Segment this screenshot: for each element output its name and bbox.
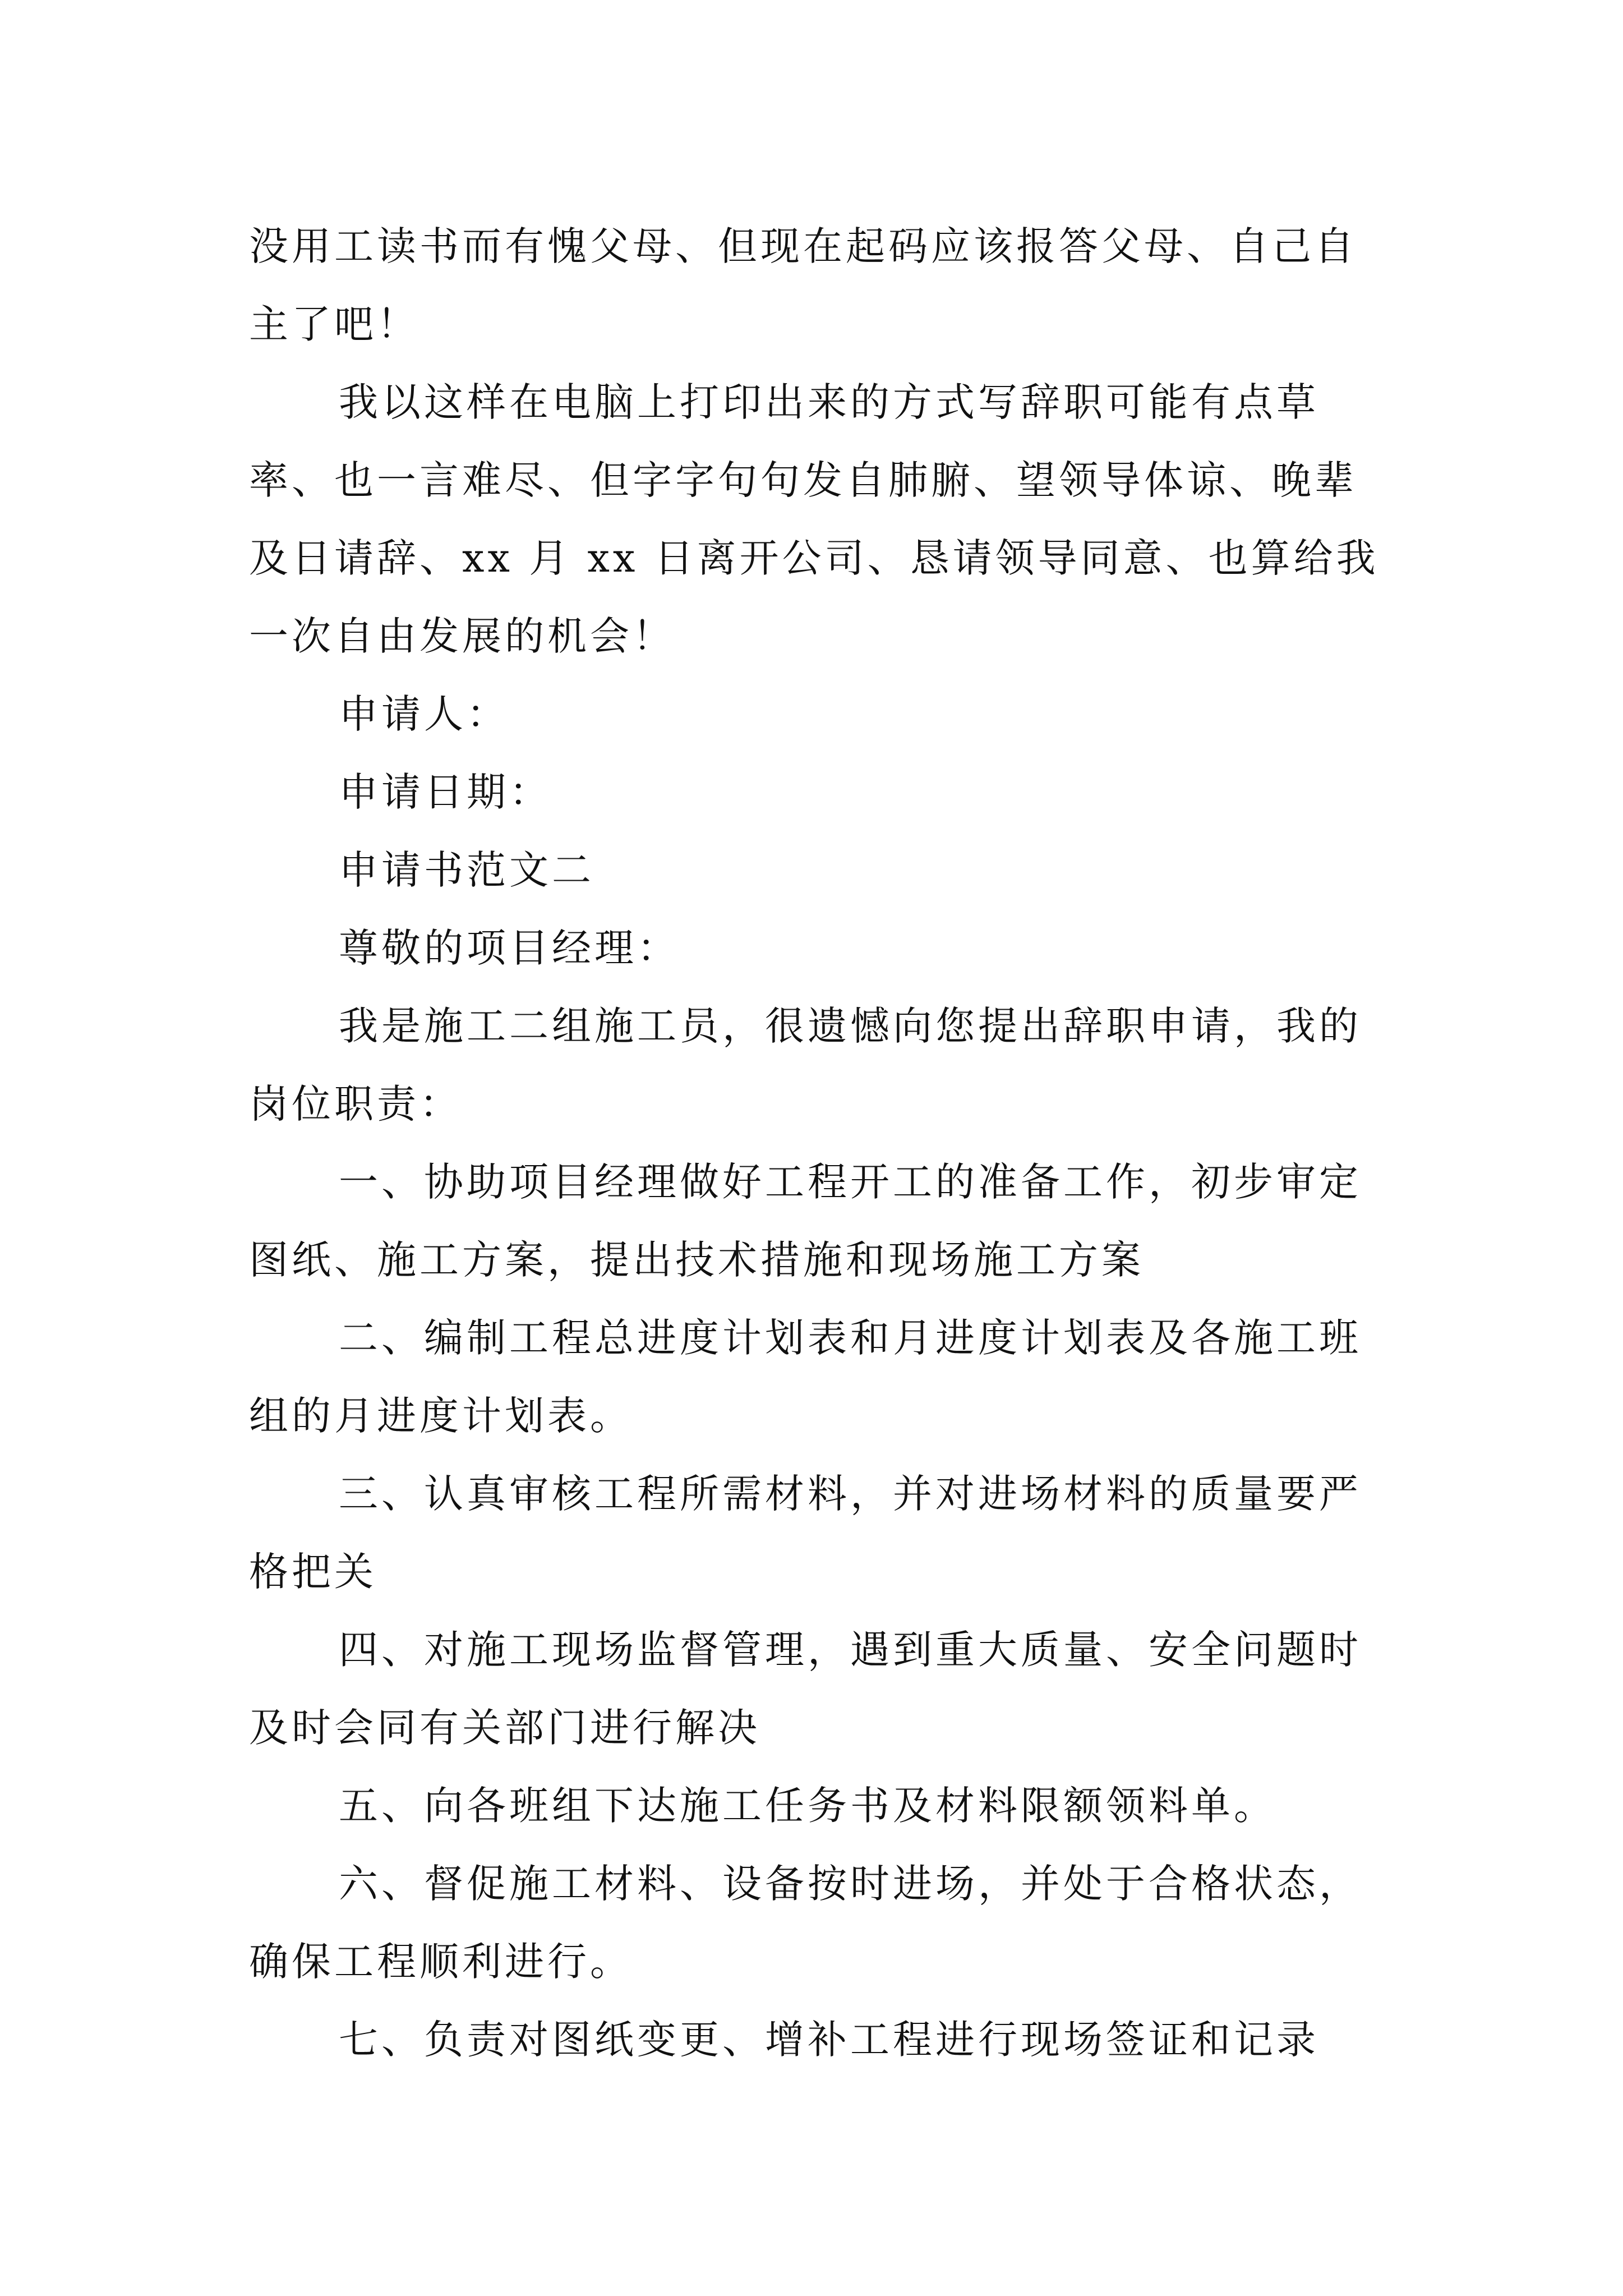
text-line: 及时会同有关部门进行解决 bbox=[249, 1705, 760, 1751]
text-line: 我是施工二组施工员，很遗憾向您提出辞职申请，我的 bbox=[339, 1003, 1362, 1049]
salutation: 尊敬的项目经理： bbox=[339, 925, 680, 971]
list-item: 二、编制工程总进度计划表和月进度计划表及各施工班 bbox=[339, 1315, 1362, 1361]
text-line: 组的月进度计划表。 bbox=[249, 1393, 633, 1439]
list-item: 一、协助项目经理做好工程开工的准备工作，初步审定 bbox=[339, 1159, 1362, 1205]
text-line: 确保工程顺利进行。 bbox=[249, 1939, 633, 1985]
list-item: 三、认真审核工程所需材料，并对进场材料的质量要严 bbox=[339, 1471, 1362, 1517]
applicant-label: 申请人： bbox=[339, 691, 509, 737]
list-item: 四、对施工现场监督管理，遇到重大质量、安全问题时 bbox=[339, 1627, 1362, 1673]
text-line: 一次自由发展的机会！ bbox=[249, 613, 675, 659]
text-line: 图纸、施工方案，提出技术措施和现场施工方案 bbox=[249, 1237, 1144, 1283]
text-line: 没用工读书而有愧父母、但现在起码应该报答父母、自己自 bbox=[249, 223, 1357, 269]
text-line: 岗位职责： bbox=[249, 1081, 462, 1127]
text-line: 率、也一言难尽、但字字句句发自肺腑、望领导体谅、晚辈 bbox=[249, 457, 1357, 503]
list-item: 五、向各班组下达施工任务书及材料限额领料单。 bbox=[339, 1783, 1276, 1829]
document-body bbox=[249, 208, 1387, 2079]
list-item: 七、负责对图纸变更、增补工程进行现场签证和记录 bbox=[339, 2017, 1319, 2063]
section-heading: 申请书范文二 bbox=[339, 847, 594, 893]
list-item: 六、督促施工材料、设备按时进场，并处于合格状态， bbox=[339, 1861, 1362, 1907]
text-line: 主了吧！ bbox=[249, 301, 419, 347]
text-line: 我以这样在电脑上打印出来的方式写辞职可能有点草 bbox=[339, 379, 1319, 425]
application-date-label: 申请日期： bbox=[339, 769, 552, 815]
text-line: 及日请辞、xx 月 xx 日离开公司、恳请领导同意、也算给我 bbox=[249, 535, 1379, 581]
text-line: 格把关 bbox=[249, 1549, 377, 1595]
